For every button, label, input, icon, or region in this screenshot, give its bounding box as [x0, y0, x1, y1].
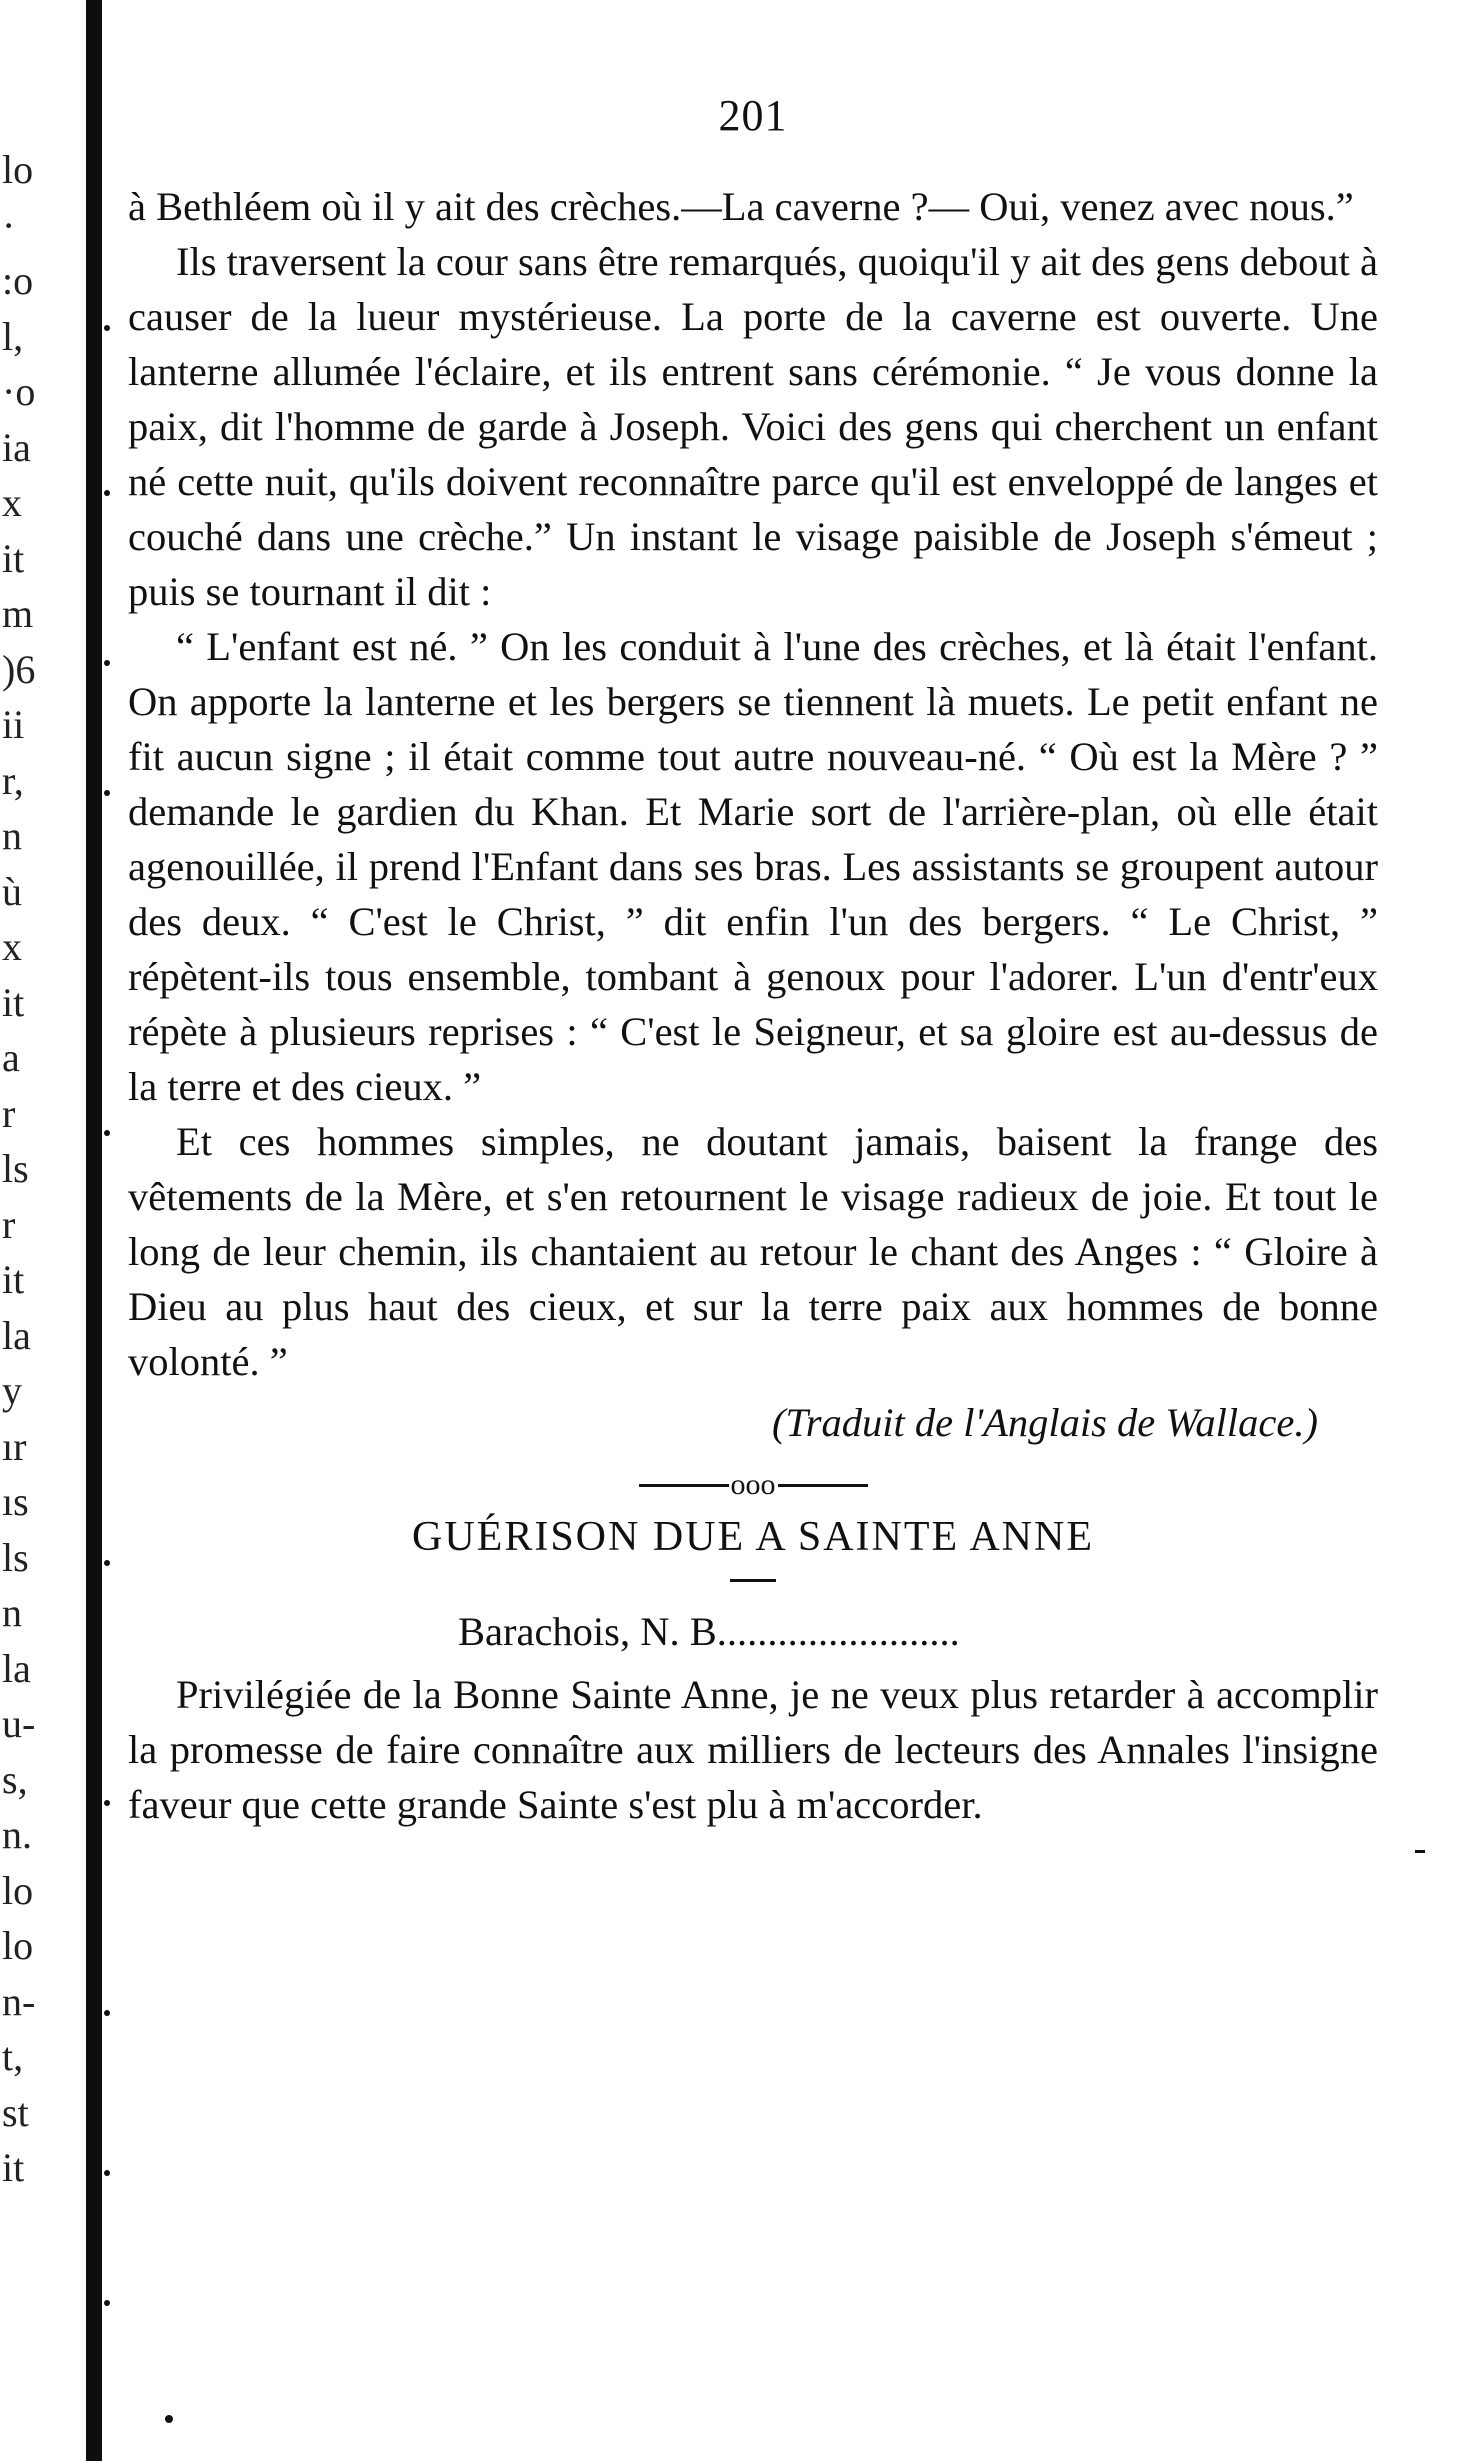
margin-fragment: ù [2, 868, 22, 914]
gutter-marks [104, 0, 112, 2461]
margin-fragment: x [2, 480, 22, 525]
paragraph: Ils traversent la cour sans être remarqués, quoiqu'il y ait des gens debout à causer de la lueur mystérieuse. La porte de la caverne est ouverte. Une lanterne allumée l'éclaire, et ils entrent sans cérémonie. “ Je vous donne la paix, dit l'homme de garde à Joseph. Voici des gens qui cherchent un enfant né cette nuit, qu'ils doivent reconnaître parce qu'il est enveloppé de langes et couché dans une crèche.” Un instant le visage paisible de Joseph s'émeut ; puis se tournant il dit : [128, 239, 1378, 614]
margin-fragment: n [2, 813, 22, 858]
margin-fragment: t, [2, 2034, 24, 2079]
ink-speck [165, 2415, 173, 2423]
margin-fragment: l, [2, 313, 24, 359]
margin-fragment: x [2, 924, 22, 969]
margin-fragment: la [2, 1312, 31, 1358]
margin-fragment: n. [2, 1812, 32, 1857]
section-title: GUÉRISON DUE A SAINTE ANNE [412, 1514, 1094, 1560]
margin-fragment: n [2, 1590, 22, 1635]
attribution: (Traduit de l'Anglais de Wallace.) [772, 1400, 1318, 1445]
margin-fragment: it [2, 1257, 25, 1302]
margin-fragment: m [2, 591, 34, 636]
margin-fragment: it [2, 535, 25, 581]
title-dash [730, 1579, 776, 1582]
margin-fragment: la [2, 1645, 31, 1691]
paragraph: Privilégiée de la Bonne Sainte Anne, je ne veux plus retarder à accomplir la promesse de faire connaître aux milliers de lecteurs des Annales l'insigne faveur que cette grande Sainte s'est plu à m'accorder. [128, 1672, 1378, 1827]
page-number: 201 [718, 91, 788, 140]
margin-fragment: ii [2, 702, 25, 747]
margin-fragment: )6 [2, 646, 36, 692]
margin-fragment: lo [2, 147, 34, 192]
letter-body [128, 1667, 1378, 1832]
page-gutter [86, 0, 102, 2461]
margin-fragment: lo [2, 1923, 34, 1968]
margin-fragment: st [2, 2089, 29, 2135]
margin-fragment: r [2, 1090, 16, 1136]
margin-fragment: lo [2, 1867, 34, 1913]
article-body [128, 179, 1378, 1389]
margin-fragment: · [2, 202, 16, 248]
margin-fragment: y [2, 1368, 22, 1413]
margin-fragment: n- [2, 1978, 36, 2024]
margin-fragment: r [2, 1201, 16, 1247]
margin-fragment: u- [2, 1701, 36, 1746]
margin-fragment: ıs [2, 1479, 29, 1524]
margin-fragment: ls [2, 1534, 29, 1580]
section-separator [128, 1465, 1378, 1505]
separator-rule [778, 1484, 868, 1487]
margin-fragment: r, [2, 757, 24, 803]
paragraph: Et ces hommes simples, ne doutant jamais, baisent la frange des vêtements de la Mère, et s'en retournent le visage radieux de joie. Et tout le long de leur chemin, ils chantaient au retour le chant des Anges : “ Gloire à Dieu au plus haut des cieux, et sur la terre paix aux hommes de bonne volonté. ” [128, 1119, 1378, 1384]
margin-fragment: s, [2, 1756, 28, 1802]
margin-fragment: it [2, 979, 25, 1025]
paragraph: “ L'enfant est né. ” On les conduit à l'une des crèches, et là était l'enfant. On apporte la lanterne et les bergers se tiennent là muets. Le petit enfant ne fit aucun signe ; il était comme tout autre nouveau-né. “ Où est la Mère ? ” demande le gardien du Khan. Et Marie sort de l'arrière-plan, où elle était agenouillée, il prend l'Enfant dans ses bras. Les assistants se groupent autour des deux. “ C'est le Christ, ” dit enfin l'un des bergers. “ Le Christ, ” répètent-ils tous ensemble, tombant à genoux pour l'adorer. L'un d'entr'eux répète à plusieurs reprises : “ C'est le Seigneur, et sa gloire est au-dessus de la terre et des cieux. ” [128, 624, 1378, 1109]
margin-fragment: ls [2, 1146, 29, 1191]
margin-fragment: it [2, 2145, 25, 2190]
margin-fragment: ır [2, 1423, 27, 1469]
margin-fragment: ·o [2, 369, 36, 414]
separator-ornament: ooo [730, 1468, 776, 1501]
ink-speck [1415, 1850, 1425, 1853]
margin-fragment: :o [2, 258, 34, 303]
margin-fragment: ia [2, 424, 31, 470]
page-content [128, 90, 1378, 1832]
separator-rule [639, 1484, 729, 1487]
margin-fragment: a [2, 1035, 20, 1080]
paragraph: à Bethléem où il y ait des crèches.—La caverne ?— Oui, venez avec nous.” [128, 184, 1354, 229]
dateline: Barachois, N. B........................ [458, 1609, 960, 1654]
